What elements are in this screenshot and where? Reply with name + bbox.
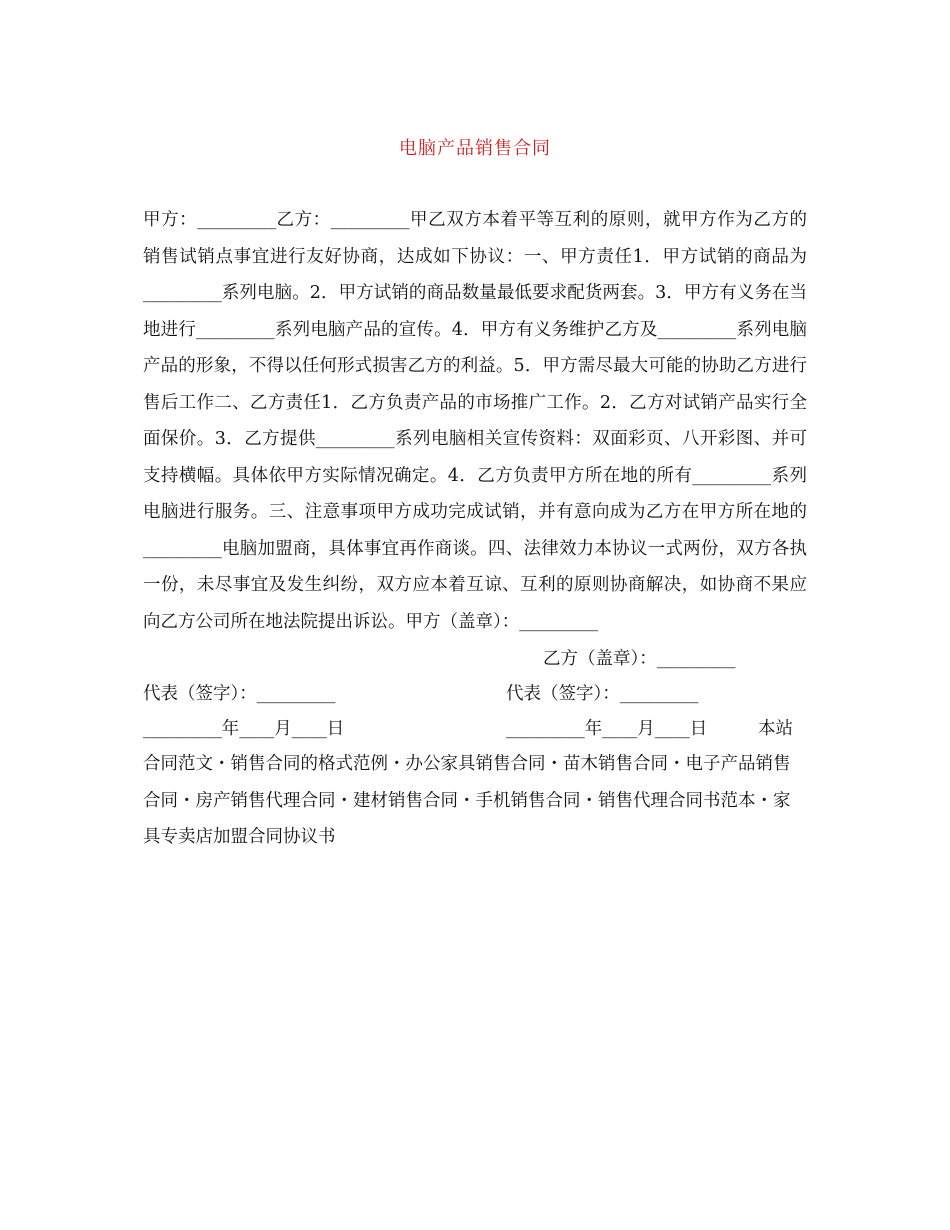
party-b-seal: 乙方（盖章）：_________ <box>543 649 736 669</box>
signature-row-representative <box>0 676 950 712</box>
party-a-representative: 代表（签字）：_________ <box>143 684 336 704</box>
contract-body: 甲方：_________乙方：_________甲乙双方本着平等互利的原则，就甲方作为乙方的销售试销点事宜进行友好协商，达成如下协议：一、甲方责任1．甲方试销的商品为_________系列电脑。2．甲方试销的商品数量最低要求配货两套。3．甲方有义务在当地进行_________系列电脑产品的宣传。4．甲方有义务维护乙方及_________系列电脑产品的形象，不得以任何形式损害乙方的利益。5．甲方需尽最大可能的协助乙方进行售后工作二、乙方责任1．乙方负责产品的市场推广工作。2．乙方对试销产品实行全面保价。3．乙方提供_________系列电脑相关宣传资料：双面彩页、八开彩图、并可支持横幅。具体依甲方实际情况确定。4．乙方负责甲方所在地的所有_________系列电脑进行服务。三、注意事项甲方成功完成试销，并有意向成为乙方在甲方所在地的_________电脑加盟商，具体事宜再作商谈。四、法律效力本协议一式两份，双方各执一份，未尽事宜及发生纠纷，双方应本着互谅、互利的原则协商解决，如协商不果应向乙方公司所在地法院提出诉讼。甲方（盖章）：_________ <box>143 210 807 632</box>
document-title: 电脑产品销售合同 <box>399 138 551 159</box>
party-b-date: _________年____月____日 <box>506 719 708 739</box>
related-contracts: 合同范文・销售合同的格式范例・办公家具销售合同・苗木销售合同・电子产品销售合同・房产销售代理合同・建材销售合同・手机销售合同・销售代理合同书范本・家具专卖店加盟合同协议书 <box>143 754 791 847</box>
signature-row-seal <box>0 641 950 677</box>
party-a-date: _________年____月____日 <box>143 719 345 739</box>
signature-row-date <box>0 711 950 747</box>
site-prefix: 本站 <box>758 719 793 739</box>
party-b-representative: 代表（签字）：_________ <box>506 684 699 704</box>
